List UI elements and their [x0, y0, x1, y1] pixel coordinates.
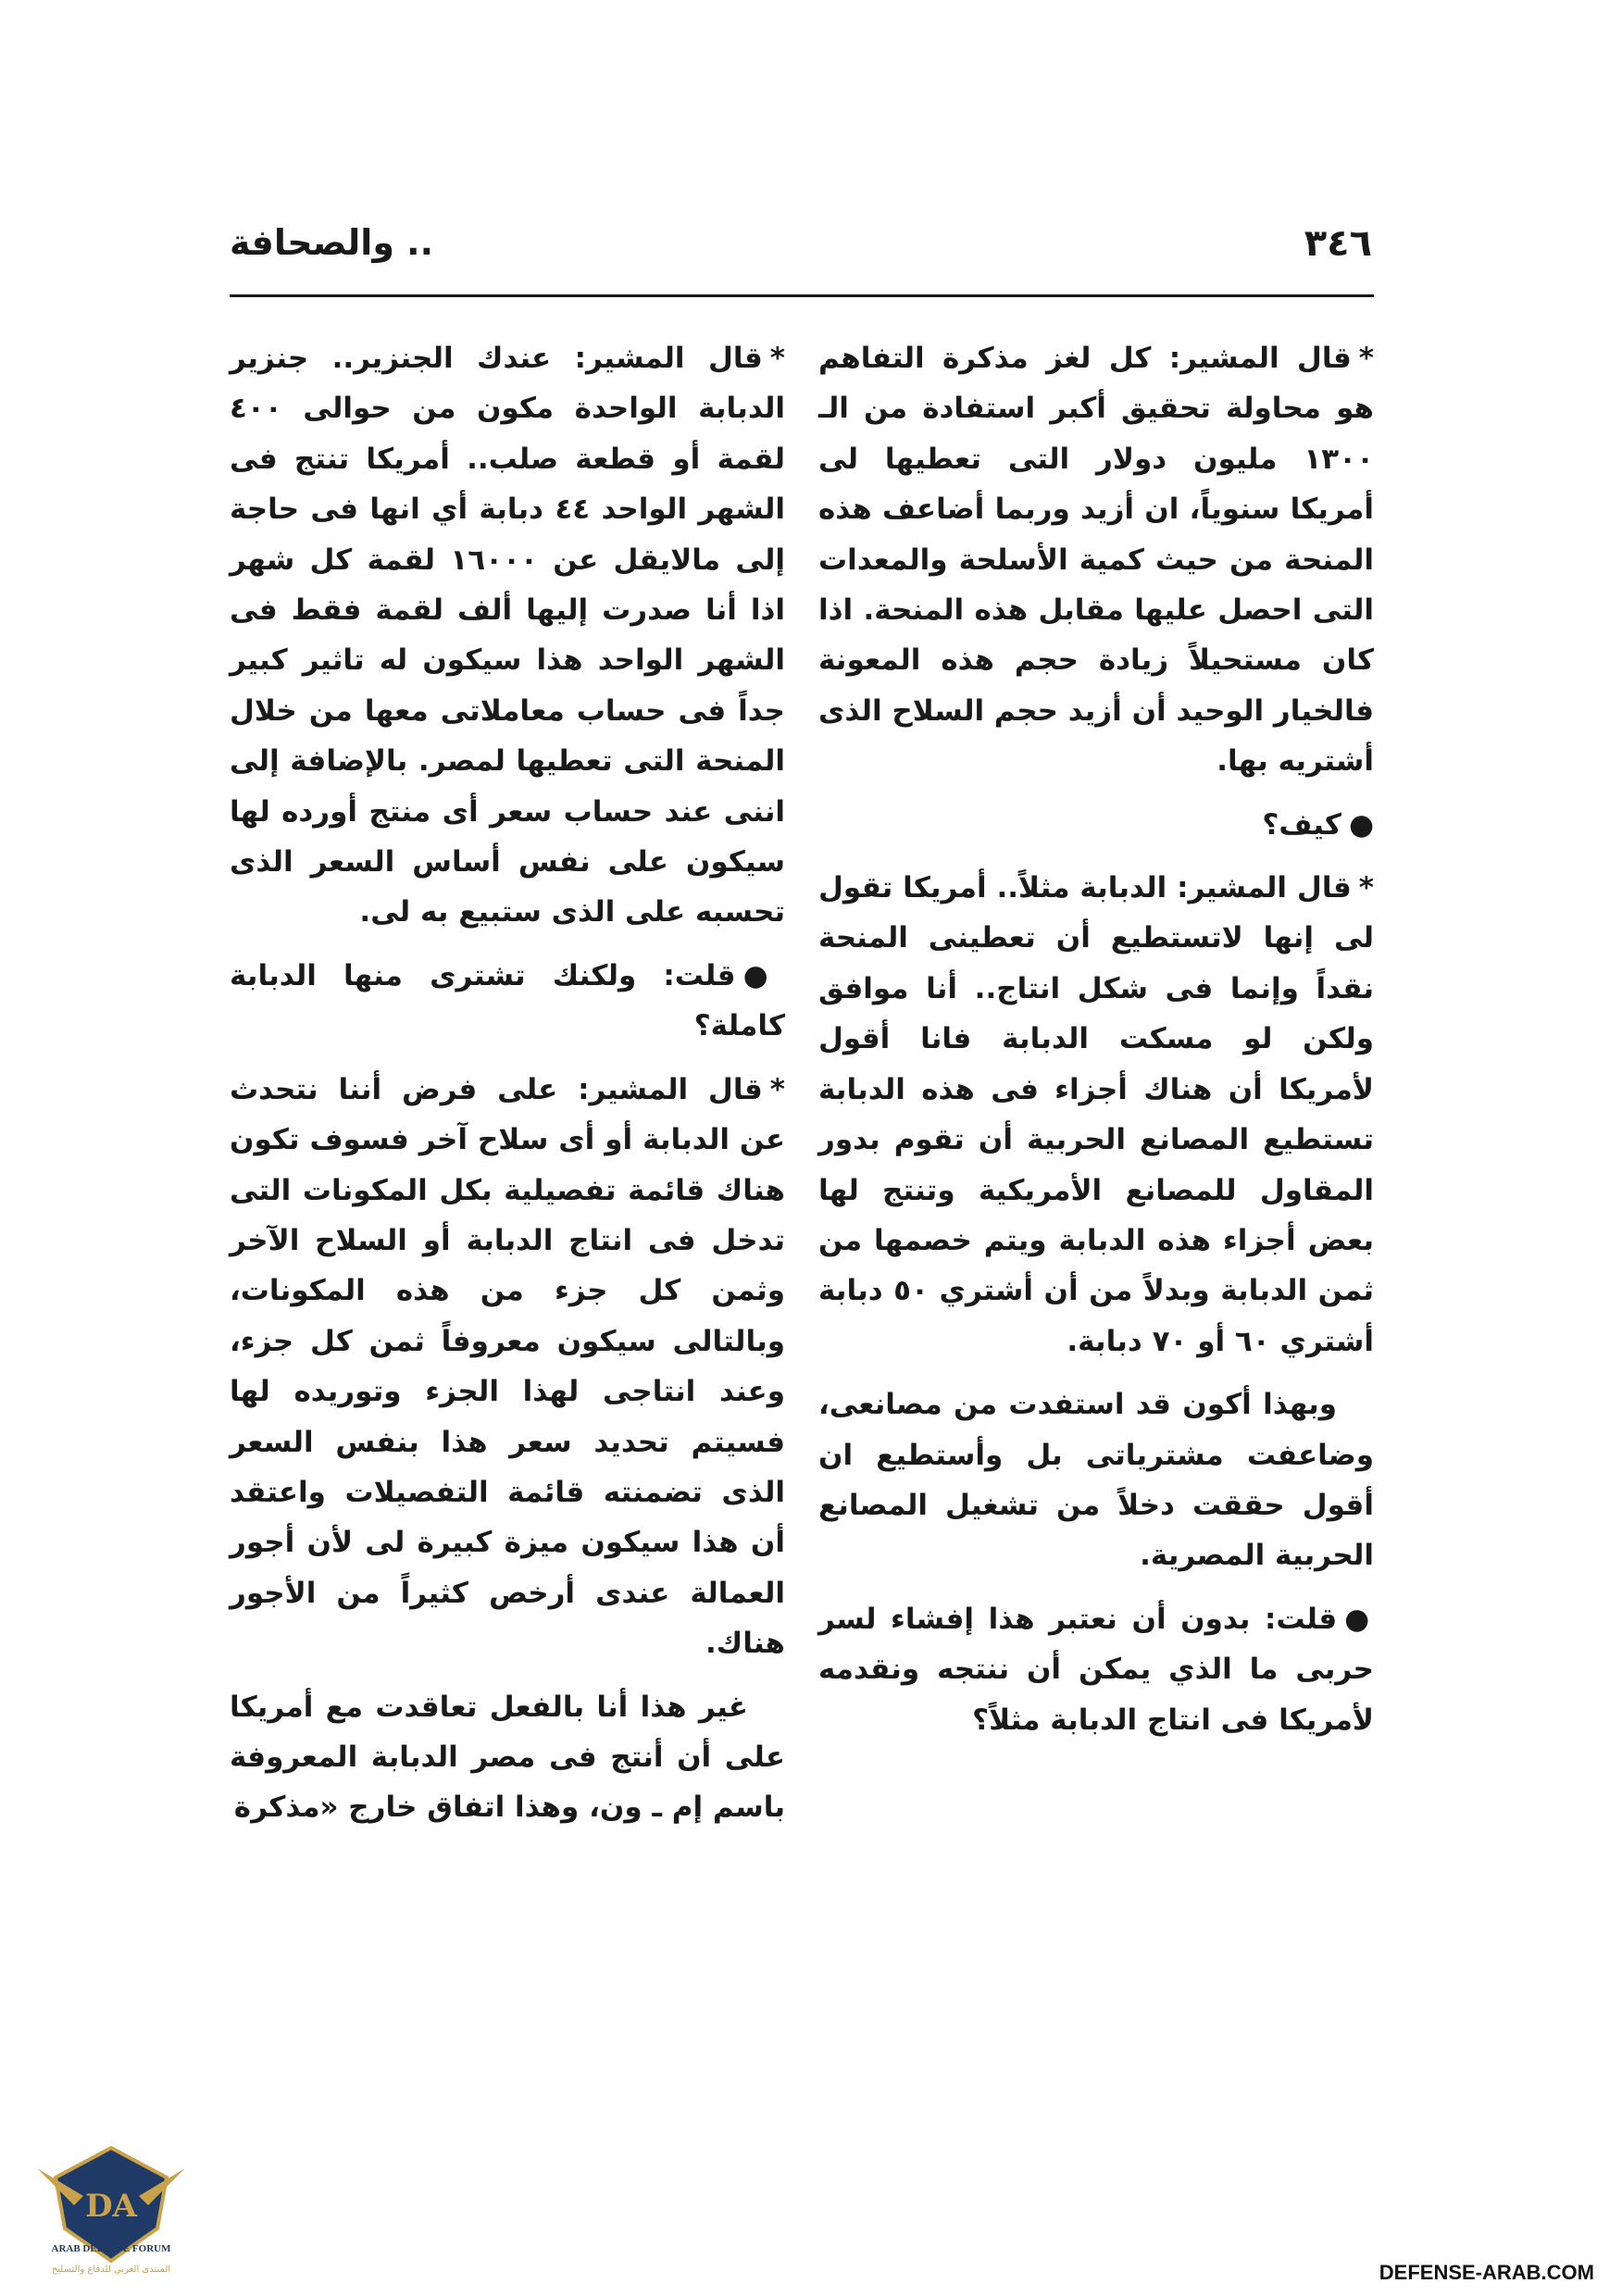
site-url: DEFENSE-ARAB.COM [1379, 2261, 1594, 2284]
logo-arabic: المنتدى العربي للدفاع والتسليح [51, 2265, 171, 2275]
paragraph [818, 333, 1374, 787]
paragraph-text: وبهذا أكون قد استفدت من مصانعى، وضاعفت مشترياتى بل وأستطيع ان أقول حققت دخلاً من تشغيل المصانع الحربية المصرية. [818, 1388, 1374, 1573]
paragraph [230, 1682, 785, 1833]
paragraph-marker: * [769, 1072, 785, 1106]
paragraph-text: قال المشير: الدبابة مثلاً.. أمريكا تقول لى إنها لاتستطيع أن تعطينى المنحة نقداً وإنما فى شكل انتاج.. أنا موافق ولكن لو مسكت الدبابة فانا أقول لأمريكا أن هناك أجزاء فى هذه الدبابة تستطيع المصانع الحربية أن تقوم بدور المقاول للمصانع الأمريكية وتنتج لها بعض أجزاء هذه الدبابة ويتم خصمها من ثمن الدبابة وبدلاً من أن أشتري ٥٠ دبابة أشتري ٦٠ أو ٧٠ دبابة. [818, 871, 1374, 1358]
running-title: .. والصحافة [230, 222, 434, 263]
paragraph-marker: * [1358, 871, 1374, 905]
paragraph-text: كيف؟ [1262, 807, 1341, 842]
paragraph [818, 800, 1374, 850]
bullet-icon: ● [742, 958, 785, 992]
paragraph [818, 1594, 1374, 1745]
logo-text: ARAB DEFENSE FORUM [51, 2243, 171, 2254]
paragraph [818, 1379, 1374, 1581]
paragraph-text: قلت: ولكنك تشترى منها الدبابة كاملة؟ [230, 958, 785, 1043]
paragraph [230, 333, 785, 938]
paragraph-marker: * [769, 342, 785, 375]
paragraph-text: غير هذا أنا بالفعل تعاقدت مع أمريكا على أن أنتج فى مصر الدبابة المعروفة باسم إم ـ ون، وهذا اتفاق خارج «مذكرة [230, 1690, 785, 1825]
paragraph [230, 1065, 785, 1669]
bullet-icon: ● [1344, 1602, 1374, 1636]
header-rule [230, 294, 1374, 297]
paragraph-marker: * [1358, 342, 1374, 375]
logo-abbr: DA [85, 2188, 137, 2225]
paragraph-text: قال المشير: كل لغز مذكرة التفاهم هو محاولة تحقيق أكبر استفادة من الـ ١٣٠٠ مليون دولار التى تعطيها لى أمريكا سنوياً، ان أزيد وربما أضاعف هذه المنحة من حيث كمية الأسلحة والمعدات التى احصل عليها مقابل هذه المنحة. اذا كان مستحيلاً زيادة حجم هذه المعونة فالخيار الوحيد أن أزيد حجم السلاح الذى أشتريه بها. [818, 342, 1374, 779]
page-number: ٣٤٦ [1304, 222, 1372, 265]
paragraph-text: قلت: بدون أن نعتبر هذا إفشاء لسر حربى ما الذي يمكن أن ننتجه ونقدمه لأمريكا فى انتاج الدبابة مثلاً؟ [818, 1602, 1374, 1737]
paragraph [230, 951, 785, 1052]
left-column [230, 333, 785, 1846]
right-column [818, 333, 1374, 1758]
paragraph-text: قال المشير: عندك الجنزير.. جنزير الدبابة الواحدة مكون من حوالى ٤٠٠ لقمة أو قطعة صلب.. أمريكا تنتج فى الشهر الواحد ٤٤ دبابة أي انها فى حاجة إلى مالايقل عن ١٦٠٠٠ لقمة كل شهر اذا أنا صدرت إليها ألف لقمة فقط فى الشهر الواحد هذا سيكون له تاثير كبير جداً فى حساب معاملاتى معها من خلال المنحة التى تعطيها لمصر. بالإضافة إلى اننى عند حساب سعر أى منتج أورده لها سيكون على نفس أساس السعر الذى تحسبه على الذى ستبيع به لى. [230, 342, 786, 930]
paragraph [818, 863, 1374, 1366]
bullet-icon: ● [1348, 807, 1374, 842]
paragraph-text: قال المشير: على فرض أننا نتحدث عن الدبابة أو أى سلاح آخر فسوف تكون هناك قائمة تفصيلية بكل المكونات التى تدخل فى انتاج الدبابة أو السلاح الآخر وثمن كل جزء من هذه المكونات، وبالتالى سيكون معروفاً ثمن كل جزء، وعند انتاجى لهذا الجزء وتوريده لها فسيتم تحديد سعر هذا بنفس السعر الذى تضمنته قائمة التفصيلات واعتقد أن هذا سيكون ميزة كبيرة لى لأن أجور العمالة عندى أرخص كثيراً من الأجور هناك. [230, 1072, 785, 1661]
forum-logo-icon [28, 2140, 194, 2279]
